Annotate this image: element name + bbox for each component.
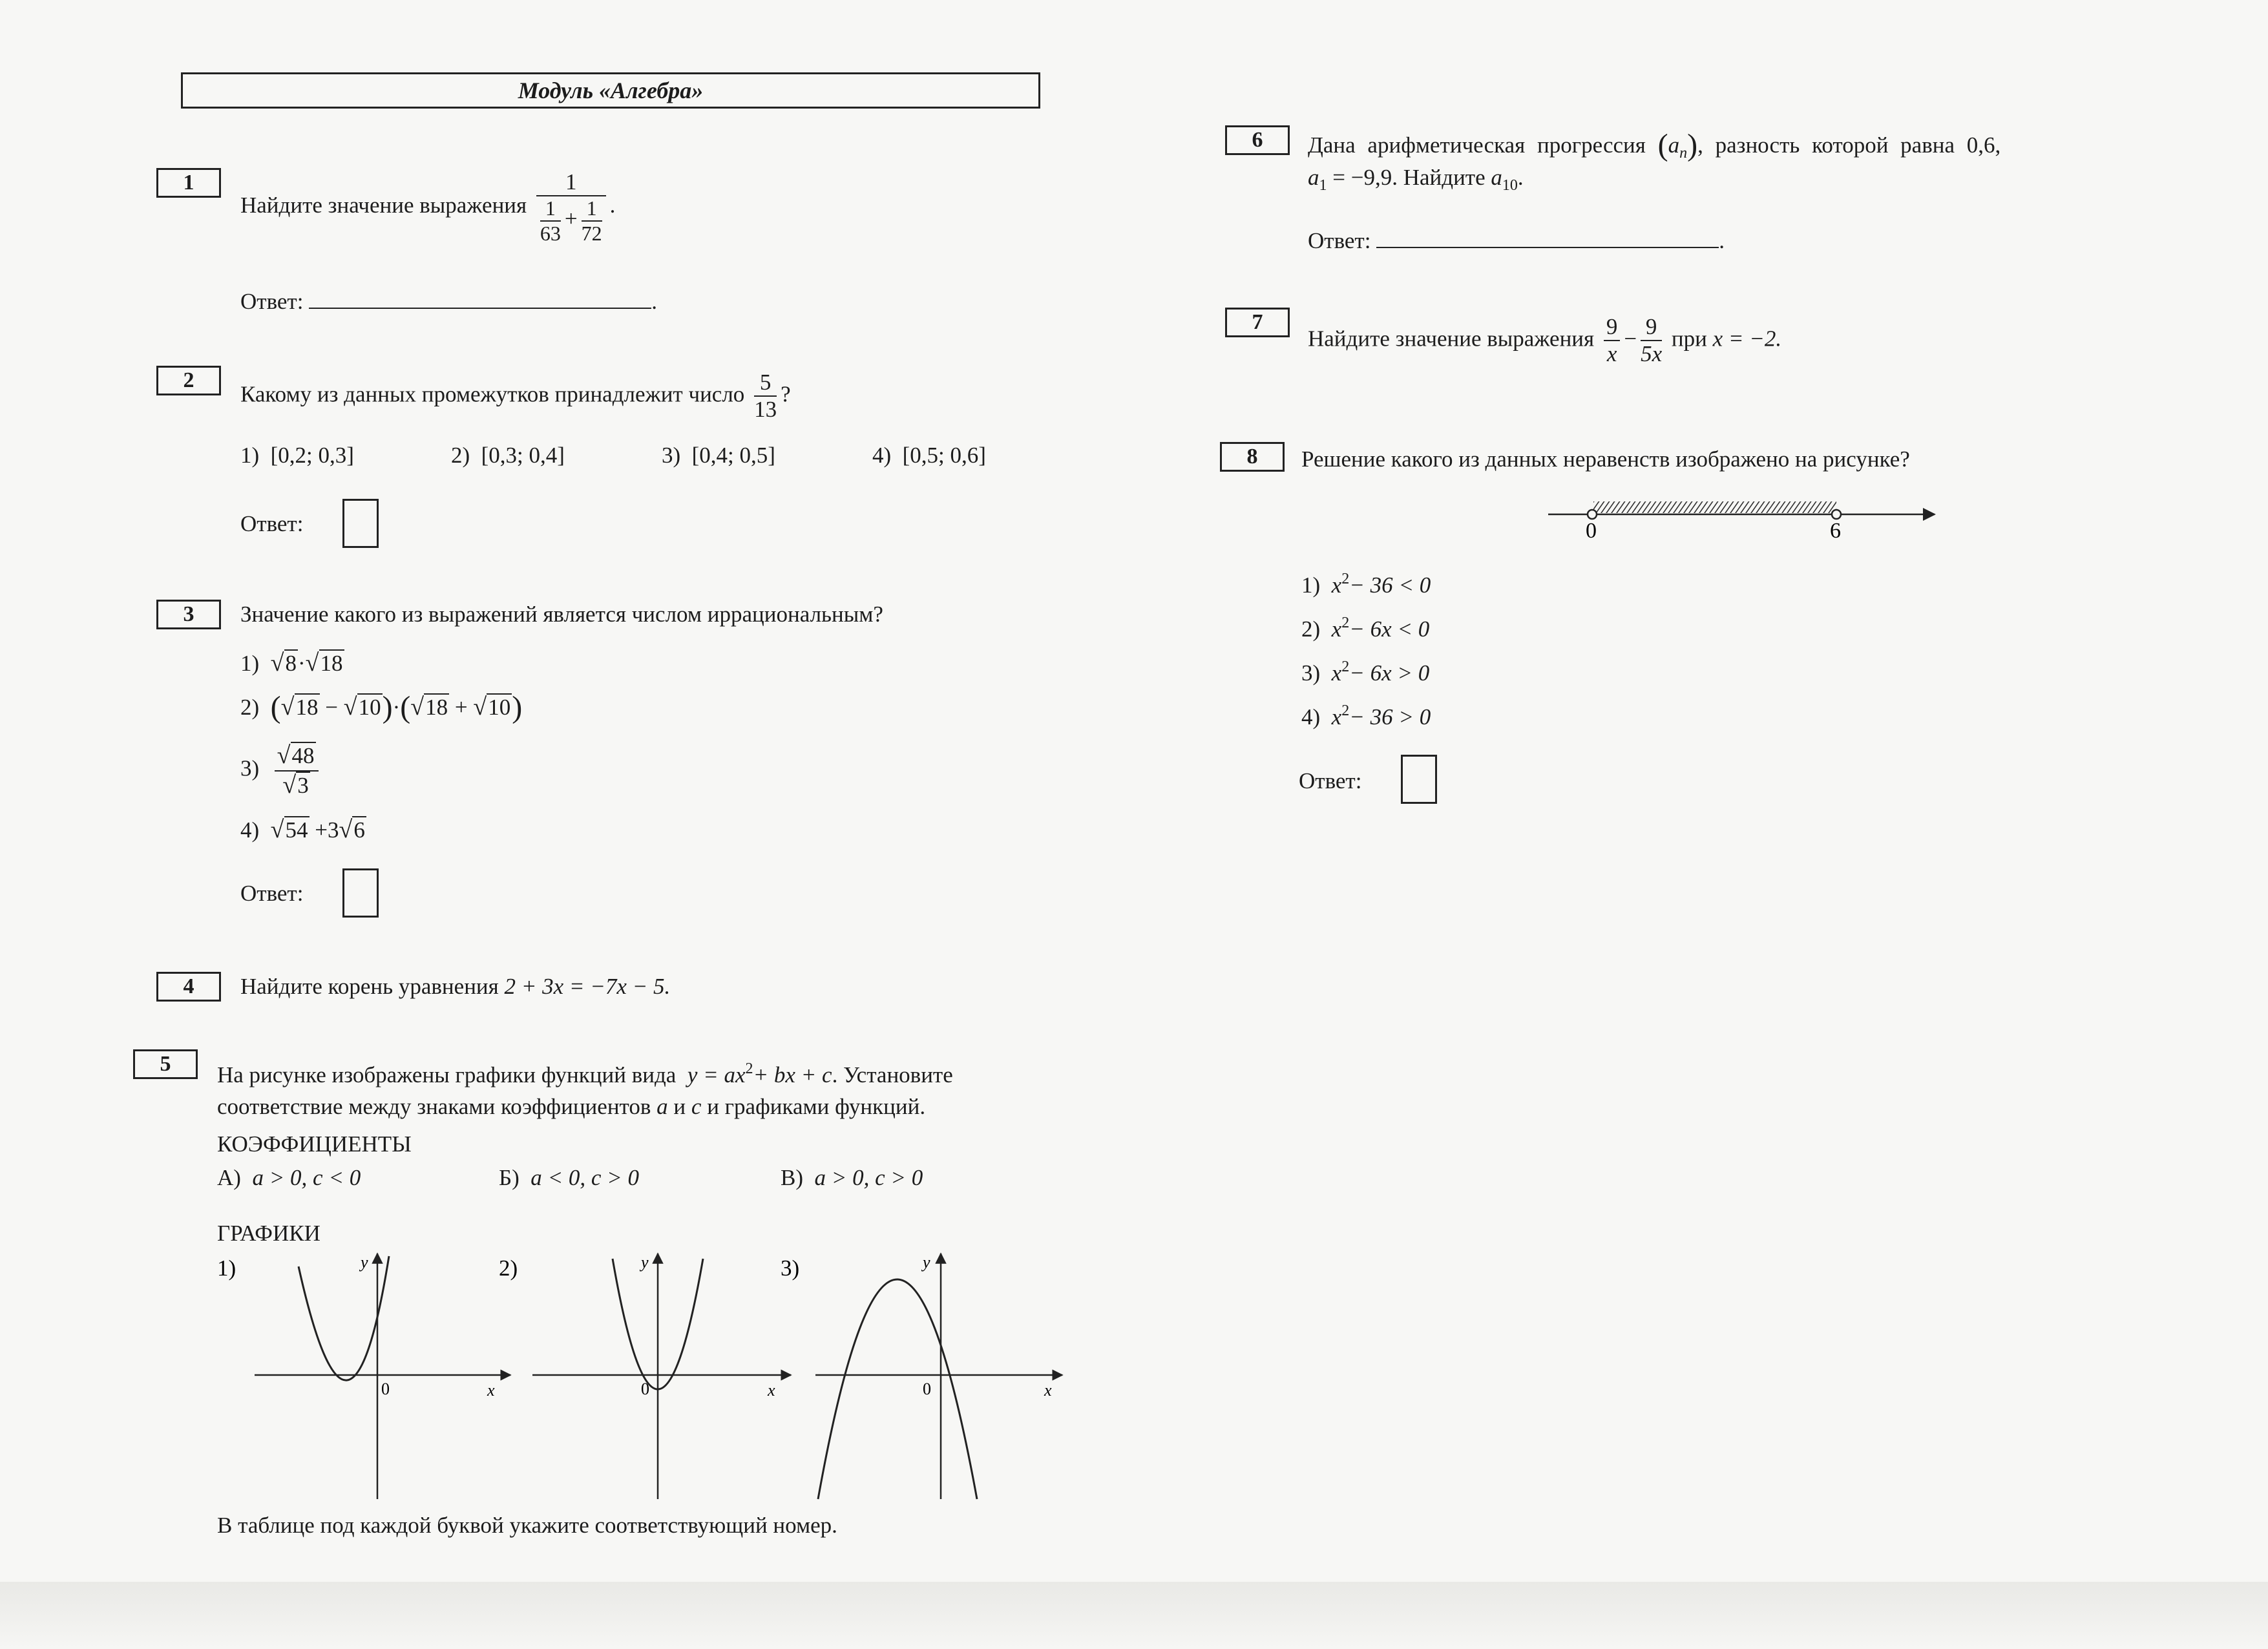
number-line-point-6 xyxy=(1832,510,1841,519)
option-rest: − 36 < 0 xyxy=(1349,572,1431,598)
sequence-symbol: a xyxy=(1668,132,1680,158)
graph-1 xyxy=(217,1253,510,1499)
question-8-answer-box[interactable] xyxy=(1401,755,1437,804)
page-bottom-shadow xyxy=(0,1582,2268,1649)
question-2-option-2 xyxy=(451,442,565,469)
question-8-option-1 xyxy=(1301,570,1431,599)
question-5-number: 5 xyxy=(133,1049,198,1079)
radicand: 18 xyxy=(425,695,448,720)
question-2-option-4 xyxy=(872,442,986,469)
question-2-option-1 xyxy=(240,442,354,469)
graph-1-label: 1) xyxy=(217,1255,236,1281)
fraction-numerator: 9 xyxy=(1641,314,1662,341)
radicand: 10 xyxy=(358,695,381,720)
question-3-number: 3 xyxy=(156,600,221,629)
question-8-option-4 xyxy=(1301,702,1431,731)
answer-label: Ответ: xyxy=(240,289,304,314)
graph-3-y-label: y xyxy=(923,1253,930,1272)
option-value: [0,5; 0,6] xyxy=(902,443,986,468)
coefficients-heading: КОЭФФИЦИЕНТЫ xyxy=(217,1131,412,1157)
question-5-prompt: соответствие между знаками коэффициентов xyxy=(217,1094,651,1119)
graph-3 xyxy=(781,1253,1062,1499)
graphs-heading: ГРАФИКИ xyxy=(217,1221,320,1246)
sqrt: √54 xyxy=(270,816,308,843)
plus-operator: + xyxy=(454,695,468,720)
question-1-fraction-numerator: 1 xyxy=(536,169,606,196)
question-8-text: Решение какого из данных неравенств изображено на рисунке? xyxy=(1301,446,1910,472)
graph-2-label: 2) xyxy=(499,1255,518,1281)
radicand: 18 xyxy=(320,651,343,676)
number-line-hatching xyxy=(1593,501,1836,513)
question-8-option-2 xyxy=(1301,614,1429,643)
conjunction: и xyxy=(673,1094,686,1119)
sqrt: √10 xyxy=(473,693,511,720)
question-7-text xyxy=(1308,314,1781,368)
dot-operator: · xyxy=(298,651,306,676)
term-subscript: 10 xyxy=(1502,177,1518,194)
number-line-label-6: 6 xyxy=(1830,519,1841,543)
question-1-number: 1 xyxy=(156,168,221,198)
fraction-1-72 xyxy=(582,196,602,246)
question-1-fraction-denominator xyxy=(536,196,606,246)
coefficient-label: В) xyxy=(781,1165,803,1190)
question-8-option-3 xyxy=(1301,658,1429,687)
graph-3-parabola xyxy=(818,1279,977,1499)
dot-operator: · xyxy=(392,695,401,720)
plus-coefficient: +3 xyxy=(315,817,339,843)
radicand: 18 xyxy=(295,695,319,720)
question-1-prompt: Найдите значение выражения xyxy=(240,192,527,218)
question-3-option-2: 2) (√18 − √10)·(√18 + √10) xyxy=(240,690,523,724)
radicand: 6 xyxy=(353,817,365,843)
question-mark: ? xyxy=(781,381,791,407)
question-5-prompt-end: . Установите xyxy=(832,1062,953,1087)
option-value: [0,4; 0,5] xyxy=(691,443,775,468)
question-8-answer-label: Ответ: xyxy=(1299,768,1362,793)
plus-sign: + xyxy=(564,206,578,232)
graph-1-x-label: x xyxy=(487,1381,495,1400)
question-2-number: 2 xyxy=(156,366,221,395)
sequence-subscript: n xyxy=(1679,145,1688,162)
graph-2-x-label: x xyxy=(768,1381,775,1400)
question-6-line-2 xyxy=(1308,164,1524,195)
variable: c xyxy=(691,1094,702,1119)
question-1-answer: Ответ: . xyxy=(240,289,657,314)
fraction-numerator: 1 xyxy=(582,196,602,222)
term-symbol: a xyxy=(1491,165,1502,190)
fraction-1-63 xyxy=(540,196,561,246)
option-label: 2) xyxy=(1301,616,1321,642)
question-3-answer-label: Ответ: xyxy=(240,881,304,906)
term-symbol: a xyxy=(1308,165,1319,190)
coefficient-value: a < 0, c > 0 xyxy=(530,1165,640,1190)
graph-3-origin: 0 xyxy=(923,1380,931,1398)
radicand: 48 xyxy=(291,743,315,768)
question-7-prompt: Найдите значение выражения xyxy=(1308,326,1595,352)
question-4-prompt: Найдите корень уравнения xyxy=(240,974,499,999)
option-label: 3) xyxy=(1301,660,1321,686)
graph-1-parabola xyxy=(299,1256,389,1380)
option-rest: − 6x < 0 xyxy=(1349,616,1430,642)
option-variable: x xyxy=(1331,660,1342,686)
question-2-prompt: Какому из данных промежутков принадлежит число xyxy=(240,381,745,407)
question-3-text: Значение какого из выражений является числом иррациональным? xyxy=(240,602,883,627)
variable: a xyxy=(656,1094,668,1119)
number-line-label-0: 0 xyxy=(1586,519,1597,543)
question-1-answer-line[interactable] xyxy=(309,288,651,309)
question-3-answer-box[interactable] xyxy=(342,868,379,918)
option-variable: x xyxy=(1331,616,1342,642)
option-exponent: 2 xyxy=(1341,614,1350,631)
option-label: 1) xyxy=(240,651,260,676)
fraction-numerator: 1 xyxy=(540,196,561,222)
radicand: 54 xyxy=(285,817,308,843)
sqrt: √48 xyxy=(277,742,315,769)
minus-operator: − xyxy=(1624,326,1637,352)
sqrt: √3 xyxy=(282,771,309,799)
question-3-option-3 xyxy=(240,742,322,799)
option-label: 3) xyxy=(662,443,681,468)
radicand: 3 xyxy=(297,772,309,798)
question-8-number: 8 xyxy=(1220,442,1285,472)
option-label: 1) xyxy=(1301,572,1321,598)
formula-part: y = ax xyxy=(687,1062,746,1087)
graph-1-origin: 0 xyxy=(381,1380,390,1398)
question-5-prompt: На рисунке изображены графики функций вида xyxy=(217,1062,677,1087)
formula-part: + bx + c xyxy=(753,1062,832,1087)
coefficient-a xyxy=(217,1164,361,1192)
coefficient-value: a > 0, c > 0 xyxy=(814,1165,923,1190)
answer-label: Ответ: xyxy=(1308,228,1371,253)
radicand: 10 xyxy=(488,695,511,720)
graph-2-origin: 0 xyxy=(641,1380,649,1398)
condition-word: при xyxy=(1671,326,1707,352)
question-5-prompt-end: и графиками функций. xyxy=(707,1094,926,1119)
fraction-numerator: 9 xyxy=(1604,314,1621,341)
fraction-denominator: x xyxy=(1606,341,1617,367)
formula-exponent: 2 xyxy=(745,1060,753,1077)
question-6-prompt-continued: , разность которой равна 0,6, xyxy=(1697,132,2001,158)
question-4-number: 4 xyxy=(156,972,221,1002)
question-2-text xyxy=(240,370,791,423)
sqrt: √10 xyxy=(343,693,381,720)
question-5-footer: В таблице под каждой буквой укажите соответствующий номер. xyxy=(217,1513,837,1538)
option-label: 4) xyxy=(240,817,260,843)
question-2-answer-label: Ответ: xyxy=(240,511,304,536)
fraction-denominator: 72 xyxy=(581,222,602,246)
coefficient-value: a > 0, c < 0 xyxy=(252,1165,361,1190)
fraction-denominator: 13 xyxy=(754,397,777,423)
fraction-9-x xyxy=(1604,314,1621,368)
option-exponent: 2 xyxy=(1341,658,1350,675)
option-rest: − 36 > 0 xyxy=(1349,704,1431,730)
question-5-line-2 xyxy=(217,1093,925,1120)
sqrt-fraction xyxy=(275,742,319,799)
period: . xyxy=(1517,165,1524,190)
coefficient-label: А) xyxy=(217,1165,241,1190)
number-line-point-0 xyxy=(1588,510,1597,519)
option-exponent: 2 xyxy=(1341,571,1350,587)
coefficient-label: Б) xyxy=(499,1165,520,1190)
module-title: Модуль «Алгебра» xyxy=(181,72,1040,109)
option-value: [0,2; 0,3] xyxy=(270,443,354,468)
option-exponent: 2 xyxy=(1341,702,1350,719)
question-2-fraction xyxy=(754,370,777,423)
graph-2-y-label: y xyxy=(641,1253,649,1272)
question-6-line-1: Дана арифметическая прогрессия $(a_n)$, разность которой равна 0,6, xyxy=(1308,128,2001,162)
term-subscript: 1 xyxy=(1319,177,1327,194)
sqrt: √18 xyxy=(410,693,448,720)
question-7-number: 7 xyxy=(1225,308,1290,337)
minus-operator: − xyxy=(325,695,338,720)
graph-2 xyxy=(499,1253,791,1499)
option-label: 3) xyxy=(240,755,260,781)
question-1-text: Найдите значение выражения 1 $\frac{1}{63}$ + $\frac{1}{72}$ . xyxy=(240,169,616,246)
question-6-prompt-continued: = −9,9. Найдите xyxy=(1332,165,1486,190)
graph-3-label: 3) xyxy=(781,1255,800,1281)
option-variable: x xyxy=(1331,572,1342,598)
graph-1-y-label: y xyxy=(361,1253,368,1272)
fraction-numerator: 5 xyxy=(754,370,777,397)
fraction-denominator: 5x xyxy=(1641,341,1663,367)
graph-2-parabola xyxy=(613,1259,703,1389)
option-label: 4) xyxy=(872,443,892,468)
fraction-9-5x xyxy=(1641,314,1662,368)
question-1-fraction xyxy=(536,169,606,246)
option-label: 2) xyxy=(451,443,470,468)
question-4-text xyxy=(240,973,670,1000)
question-3-option-1 xyxy=(240,649,344,678)
option-variable: x xyxy=(1331,704,1342,730)
option-label: 2) xyxy=(240,695,260,720)
option-value: [0,3; 0,4] xyxy=(481,443,565,468)
question-6-prompt: Дана арифметическая прогрессия xyxy=(1308,132,1646,158)
radicand: 8 xyxy=(285,651,297,676)
question-6-answer: Ответ: . xyxy=(1308,228,1725,253)
question-6-answer-line[interactable] xyxy=(1376,227,1719,248)
fraction-denominator: 63 xyxy=(540,222,561,246)
condition-expression: x = −2. xyxy=(1712,326,1782,352)
option-label: 1) xyxy=(240,443,260,468)
equation: 2 + 3x = −7x − 5. xyxy=(504,974,671,999)
coefficient-v xyxy=(781,1164,923,1192)
graph-3-x-label: x xyxy=(1044,1381,1052,1400)
question-3-option-4 xyxy=(240,815,366,845)
coefficient-b xyxy=(499,1164,639,1192)
question-2-option-3 xyxy=(662,442,775,469)
sqrt: √6 xyxy=(339,816,365,843)
question-5-line-1 xyxy=(217,1060,953,1089)
question-6-number: 6 xyxy=(1225,125,1290,155)
option-label: 4) xyxy=(1301,704,1321,730)
sqrt: √8 xyxy=(270,649,297,677)
sqrt: √18 xyxy=(305,649,343,677)
sqrt: √18 xyxy=(280,693,319,720)
option-rest: − 6x > 0 xyxy=(1349,660,1430,686)
question-2-answer-box[interactable] xyxy=(342,499,379,548)
